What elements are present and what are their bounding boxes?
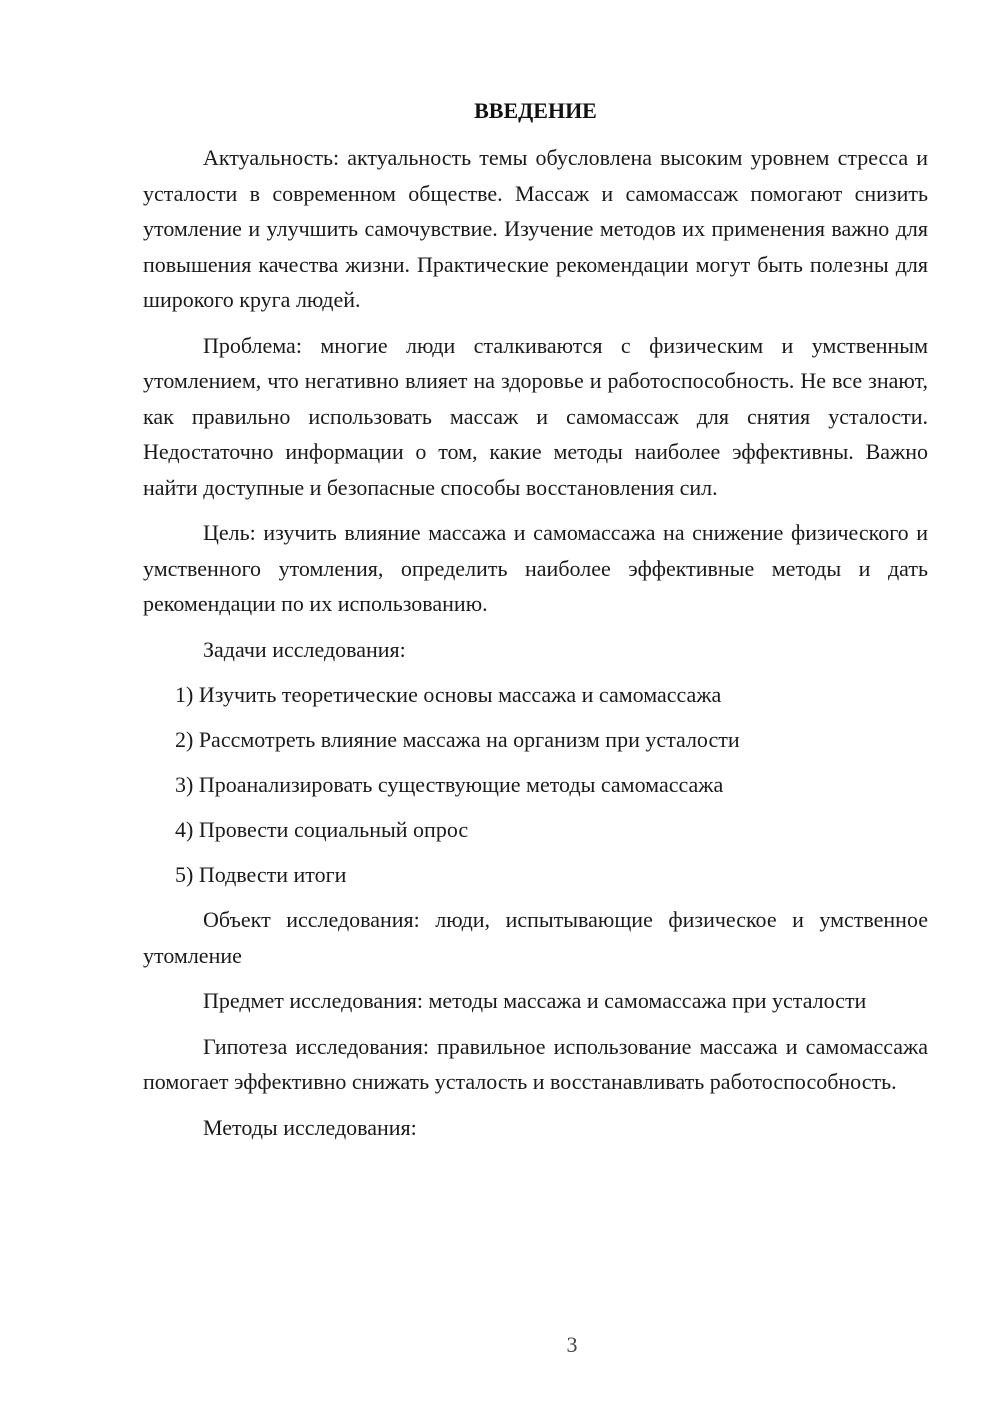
subject-paragraph: Предмет исследования: методы массажа и самомассажа при усталости: [203, 988, 867, 1013]
relevance-paragraph: Актуальность: актуальность темы обусловлена высоким уровнем стресса и усталости в современном обществе. Массаж и самомассаж помогают снизить утомление и улучшить самочувствие. Изучение методов их применения важно для повышения качества жизни. Практические рекомендации могут быть полезны для широкого круга людей.: [143, 145, 928, 312]
list-item: 2) Рассмотреть влияние массажа на организм при усталости: [175, 727, 740, 752]
hypothesis-paragraph: Гипотеза исследования: правильное использование массажа и самомассажа помогает эффективно снижать усталость и восстанавливать работоспособность.: [143, 1033, 928, 1094]
section-heading: ВВЕДЕНИЕ: [474, 98, 597, 123]
list-item: 1) Изучить теоретические основы массажа и самомассажа: [175, 682, 722, 707]
goal-paragraph: Цель: изучить влияние массажа и самомассажа на снижение физического и умственного утомления, определить наиболее эффективные методы и дать рекомендации по их использованию.: [143, 520, 928, 616]
page-number: 3: [566, 1332, 578, 1357]
object-paragraph: Объект исследования: люди, испытывающие физическое и умственное утомление: [143, 907, 928, 968]
methods-heading: Методы исследования:: [203, 1114, 417, 1140]
tasks-heading: Задачи исследования:: [203, 636, 406, 662]
list-item: 3) Проанализировать существующие методы самомассажа: [175, 772, 724, 797]
list-item: 5) Подвести итоги: [175, 862, 347, 887]
document-page: [143, 96, 928, 1155]
tasks-list: [143, 677, 928, 893]
problem-paragraph: Проблема: многие люди сталкиваются с физическим и умственным утомлением, что негативно влияет на здоровье и работоспособность. Не все знают, как правильно использовать массаж и самомассаж для снятия усталости. Недостаточно информации о том, какие методы наиболее эффективны. Важно найти доступные и безопасные способы восстановления сил.: [143, 332, 928, 500]
list-item: 4) Провести социальный опрос: [175, 817, 469, 842]
